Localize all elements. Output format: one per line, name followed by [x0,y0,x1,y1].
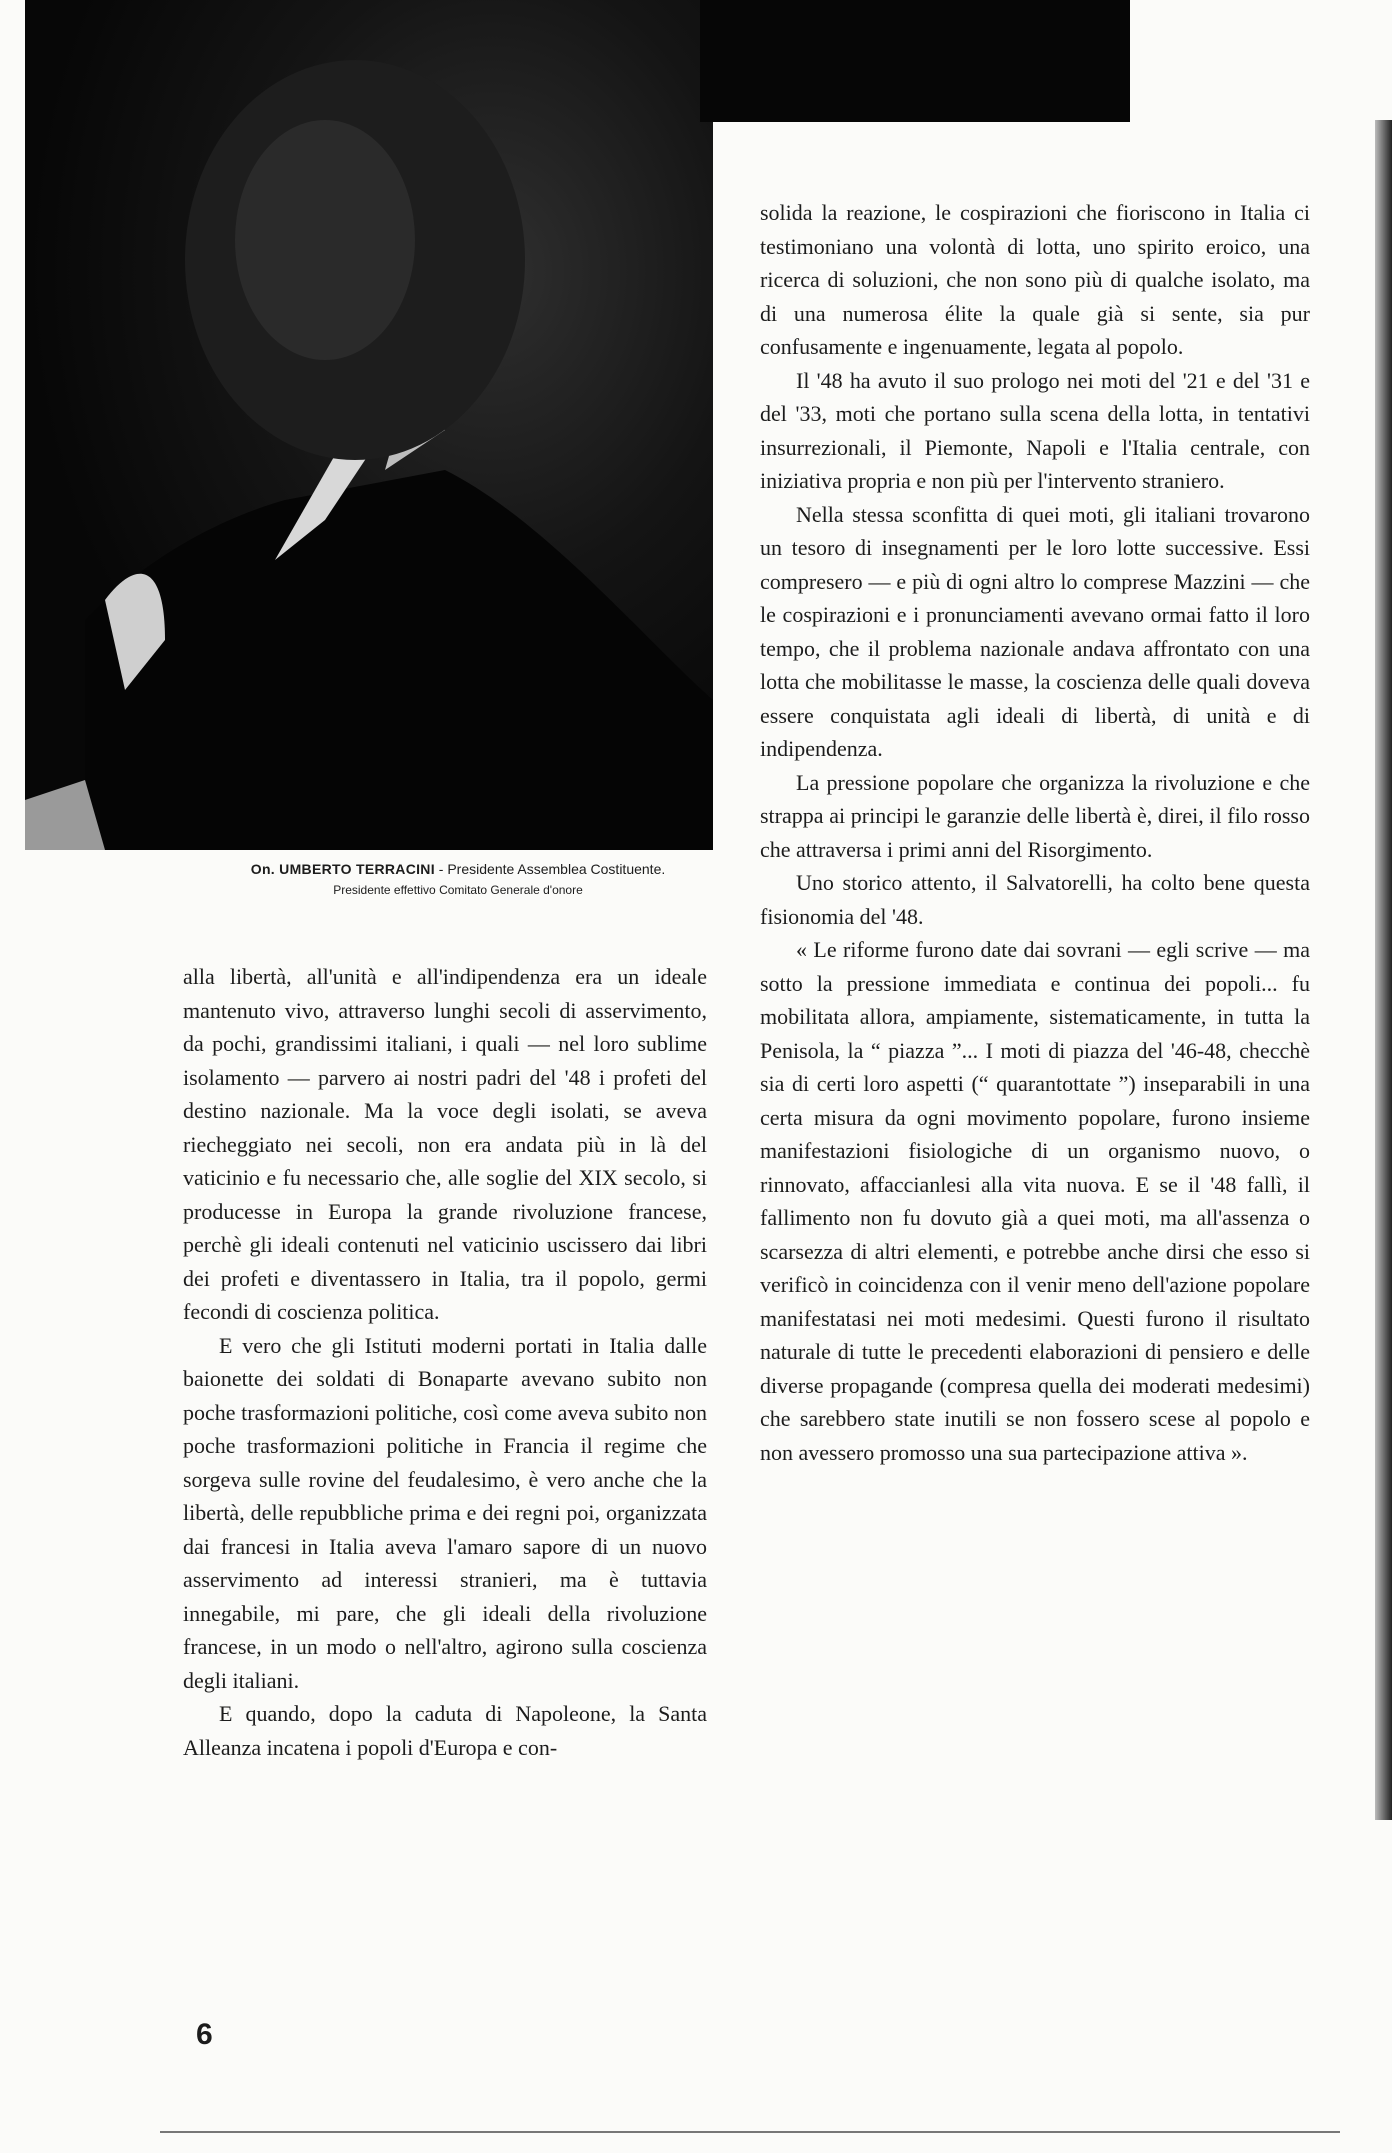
caption-line-1 [178,858,738,880]
paragraph: Uno storico attento, il Salvatorelli, ha colto bene questa fisionomia del '48. [760,870,1310,929]
paragraph: alla libertà, all'unità e all'indipendenza era un ideale mantenuto vivo, attraverso lunghi secoli di asservimento, da pochi, grandissimi italiani, i quali — nel loro sublime isolamento — parvero ai nostri padri del '48 i profeti del destino nazionale. Ma la voce degli isolati, se aveva riecheggiato nei secoli, non era andata più in là del vaticinio e fu necessario che, alle soglie del XIX secolo, si producesse in Europa la grande rivoluzione francese, perchè gli ideali contenuti nel vaticinio uscissero dai libri dei profeti e diventassero in Italia, tra il popolo, germi fecondi di coscienza politica. [183,964,707,1324]
paragraph: « Le riforme furono date dai sovrani — egli scrive — ma sotto la pressione immediata e continua dei popoli... fu mobilitata allora, ampiamente, sistematicamente, in tutta la Penisola, la “ piazza ”... I moti di piazza del '46-48, checchè sia di certi loro aspetti (“ quarantottate ”) inseparabili in una certa misura da ogni movimento popolare, furono insieme manifestazioni fisiologiche di un organismo nuovo, o rinnovato, affaccianlesi alla vita nuova. E se il '48 fallì, il fallimento non fu dovuto già a quei moti, ma all'assenza o scarsezza di altri elementi, e potrebbe anche dirsi che esso si verificò in coincidenza con il venir meno dell'azione popolare manifestatasi nei moti medesimi. Questi furono il risultato naturale di tutte le precedenti elaborazioni di pensiero e delle diverse propagande (compresa quella dei moderati medesimi) che sarebbero state inutili se non fossero scese al popolo e non avessero promosso una sua partecipazione attiva ». [760,937,1310,1465]
paragraph: Nella stessa sconfitta di quei moti, gli italiani trovarono un tesoro di insegnamenti per le loro lotte successive. Essi compresero — e più di ogni altro lo comprese Mazzini — che le cospirazioni e i pronunciamenti avevano ormai fatto il loro tempo, che il problema nazionale andava affrontato con una lotta che mobilitasse le masse, la coscienza delle quali doveva essere conquistata agli ideali di libertà, di unità e di indipendenza. [760,501,1310,761]
page-number: 6 [196,2018,213,2051]
caption-line-2: Presidente effettivo Comitato Generale d'onore [333,883,583,897]
paragraph: E vero che gli Istituti moderni portati in Italia dalle baionette dei soldati di Bonaparte avevano subito non poche trasformazioni politiche, così come aveva subito non poche trasformazioni politiche in Francia il regime che sorgeva sulle rovine del feudalesimo, è vero anche che la libertà, delle repubbliche prima e dei regni poi, organizzata dai francesi in Italia aveva l'amaro sapore di un nuovo asservimento ad interessi stranieri, ma è tuttavia innegabile, mi pare, che gli ideali della rivoluzione francese, in un modo o nell'altro, agirono sulla coscienza degli italiani. [183,1332,707,1693]
paragraph: La pressione popolare che organizza la rivoluzione e che strappa ai principi le garanzie delle libertà è, direi, il filo rosso che attraversa i primi anni del Risorgimento. [760,769,1310,862]
paragraph: solida la reazione, le cospirazioni che fioriscono in Italia ci testimoniano una volontà di lotta, uno spirito eroico, una ricerca di soluzioni, che non sono più di qualche isolato, ma di una numerosa élite la quale già si sente, sia pur confusamente e ingenuamente, legata al popolo. [760,200,1310,359]
portrait-photo [25,0,713,850]
paragraph: Il '48 ha avuto il suo prologo nei moti del '21 e del '31 e del '33, moti che portano sulla scena della lotta, in tentativi insurrezionali, il Piemonte, Napoli e l'Italia centrale, con iniziativa propria e non più per l'intervento straniero. [760,367,1310,493]
paragraph: E quando, dopo la caduta di Napoleone, la Santa Alleanza incatena i popoli d'Europa e con- [183,1701,707,1760]
caption-role: - Presidente Assemblea Costituente. [434,861,666,877]
left-text-column [183,960,707,1764]
page-edge-shadow [1375,120,1392,1820]
caption-name: On. UMBERTO TERRACINI [250,861,435,877]
portrait-figure [25,0,713,850]
photo-top-band [700,0,1130,122]
footer-rule [160,2131,1340,2133]
right-text-column [760,196,1310,1469]
photo-caption [178,858,738,900]
